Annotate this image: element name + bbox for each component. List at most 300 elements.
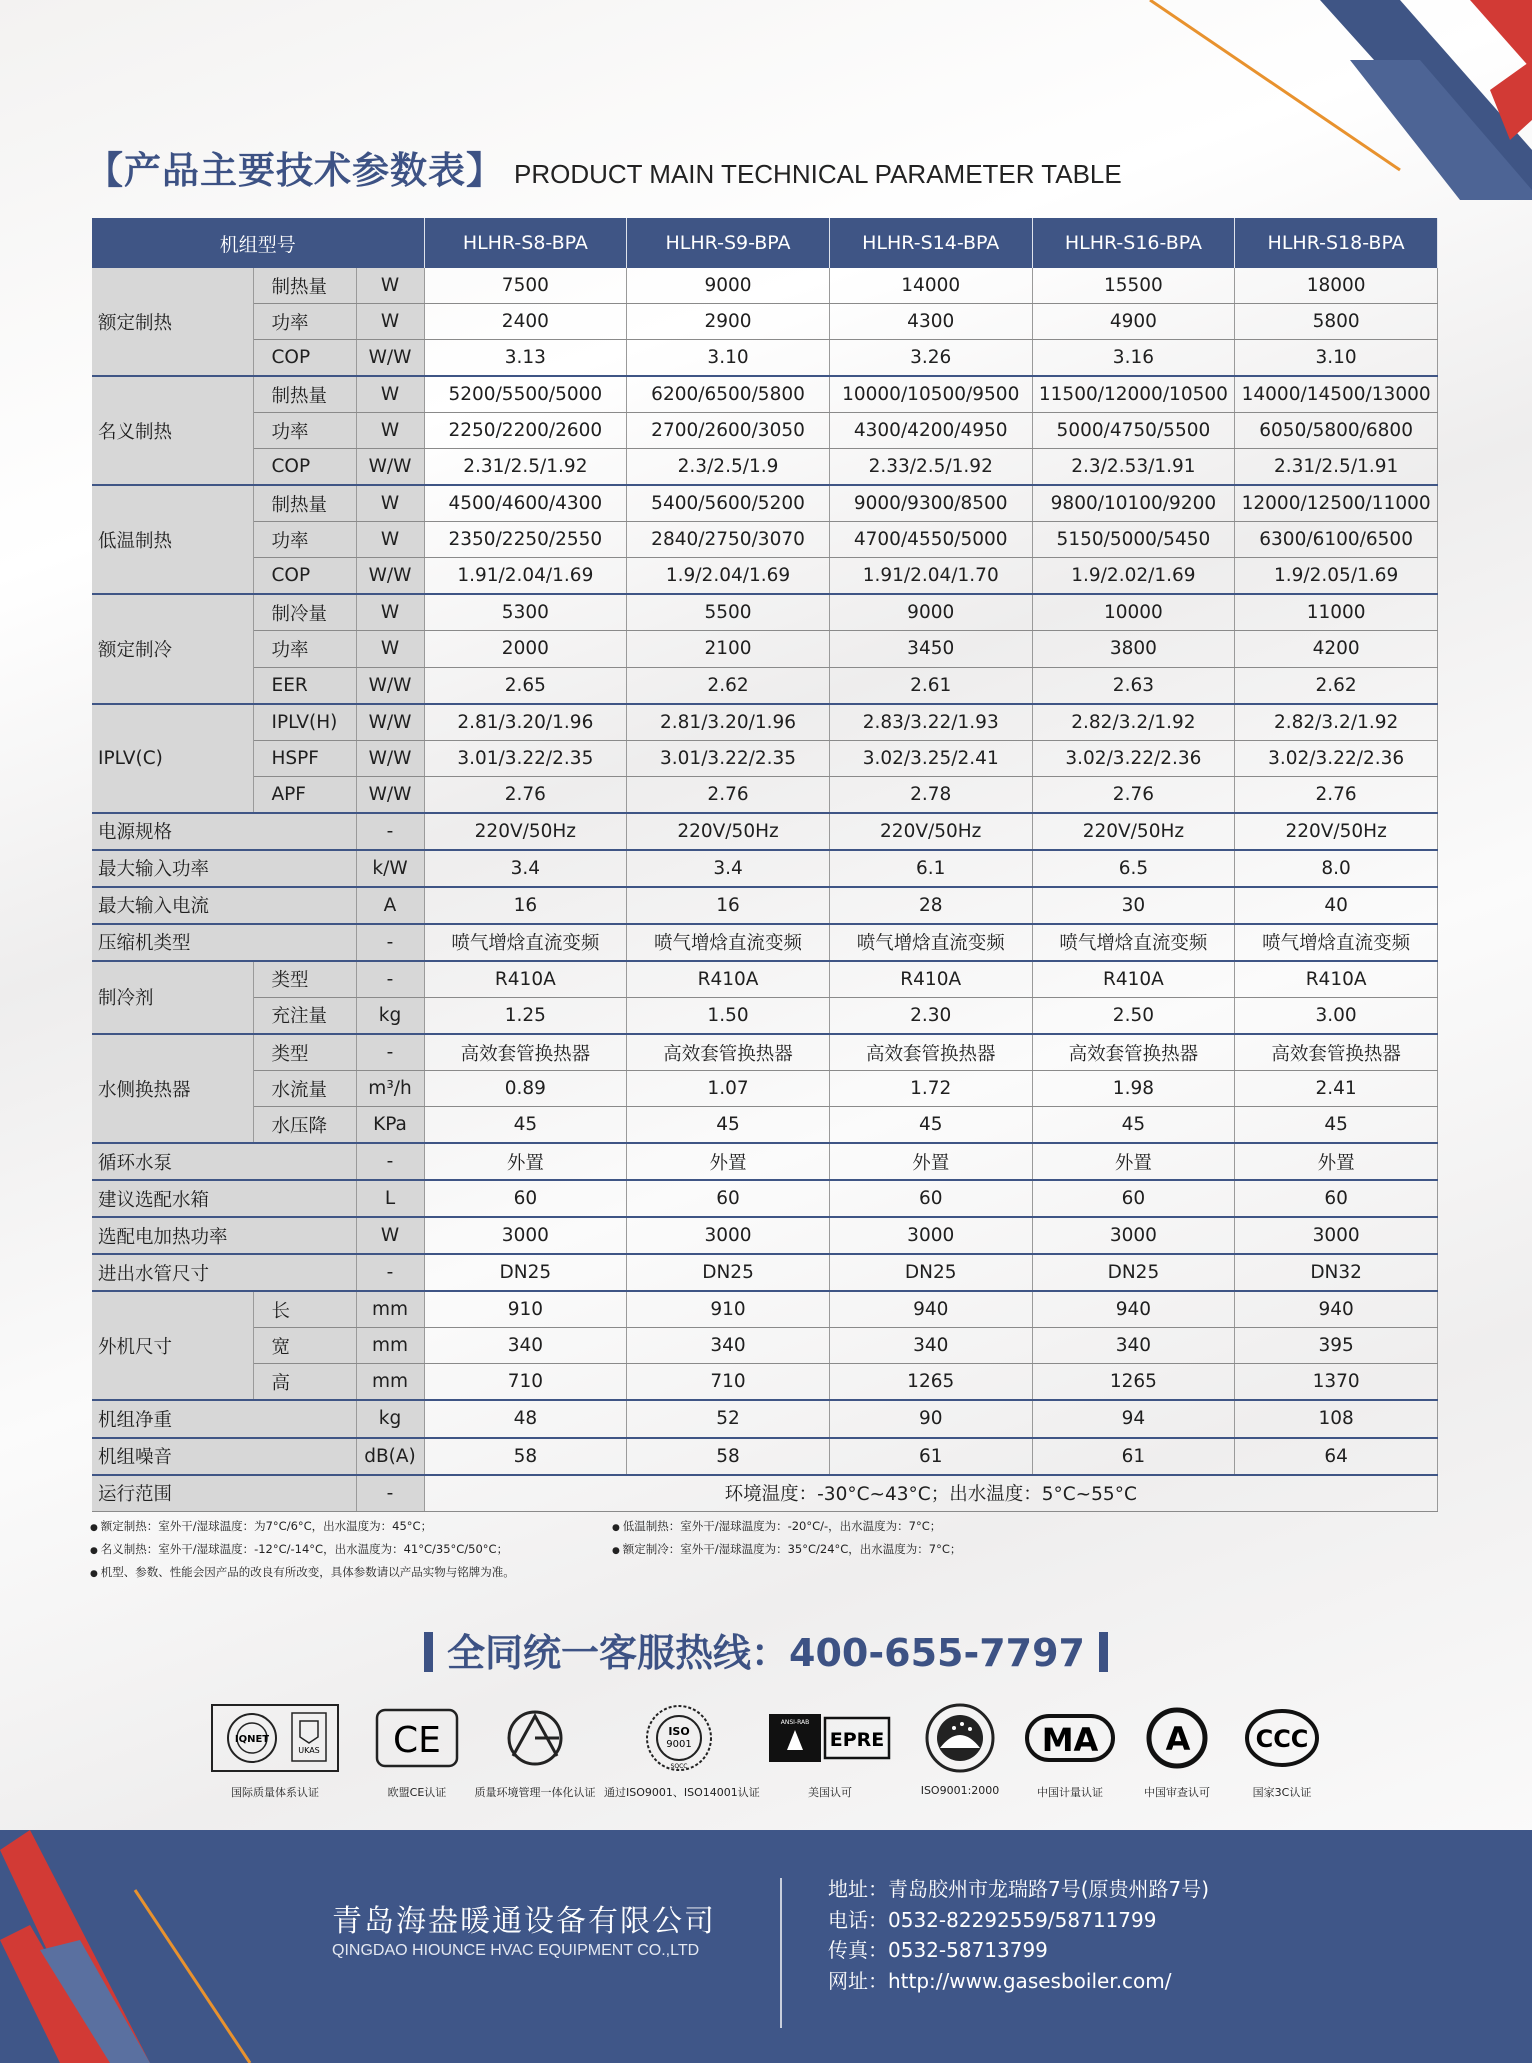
value-cell: 3.02/3.22/2.36 [1235, 740, 1438, 776]
cert-ccc [1232, 1702, 1332, 1800]
value-cell: 5150/5000/5450 [1032, 522, 1235, 558]
value-cell: 2350/2250/2550 [424, 522, 627, 558]
value-cell: 940 [1032, 1291, 1235, 1328]
group-label-cell: 最大输入电流 [92, 887, 356, 924]
value-cell: 1.25 [424, 997, 627, 1034]
ce-mark-icon [362, 1702, 472, 1774]
iso9001-2000-icon [910, 1702, 1010, 1774]
sub-label-cell: 功率 [253, 304, 356, 340]
value-cell: 94 [1032, 1400, 1235, 1437]
value-cell: 6.1 [829, 850, 1032, 887]
unit-cell: k/W [356, 850, 424, 887]
certification-logos [0, 1702, 1532, 1802]
unit-cell: W [356, 631, 424, 667]
value-cell: 2.65 [424, 667, 627, 704]
address-text: 地址：青岛胶州市龙瑞路7号(原贵州路7号) [828, 1877, 1210, 1901]
value-cell: 220V/50Hz [1235, 813, 1438, 850]
table-row [92, 961, 1438, 998]
value-cell: R410A [627, 961, 830, 998]
table-row [92, 1364, 1438, 1401]
sub-label-cell: COP [253, 449, 356, 486]
group-label-cell: 名义制热 [92, 376, 253, 485]
note-item: ● 名义制热：室外干/湿球温度：-12°C/-14°C，出水温度为：41°C/35°C/50°C； [90, 1539, 515, 1562]
svg-text:A: A [1165, 1720, 1191, 1758]
value-cell: 高效套管换热器 [424, 1034, 627, 1071]
value-cell: 3000 [627, 1217, 830, 1254]
note-item: ● 机型、参数、性能会因产品的改良有所改变，具体参数请以产品实物与铭牌为准。 [90, 1562, 515, 1585]
unit-cell: W [356, 594, 424, 631]
group-label-cell: IPLV(C) [92, 704, 253, 813]
value-cell: R410A [424, 961, 627, 998]
svg-text:IQNET: IQNET [234, 1734, 270, 1745]
hotline-bar-right [1099, 1632, 1108, 1672]
hotline [0, 1622, 1532, 1677]
page-title [86, 140, 1122, 194]
unit-cell: W/W [356, 449, 424, 486]
value-cell: 60 [627, 1180, 830, 1217]
value-cell: 2.81/3.20/1.96 [627, 704, 830, 741]
value-cell: 3.26 [829, 340, 1032, 377]
value-cell: 9000 [829, 594, 1032, 631]
value-cell: 6.5 [1032, 850, 1235, 887]
svg-text:SQCC: SQCC [670, 1763, 688, 1770]
value-cell: 3000 [1235, 1217, 1438, 1254]
svg-text:CE: CE [393, 1720, 441, 1761]
group-label-cell: 建议选配水箱 [92, 1180, 356, 1217]
value-cell: 2.83/3.22/1.93 [829, 704, 1032, 741]
value-cell: 1265 [1032, 1364, 1235, 1401]
table-row [92, 997, 1438, 1034]
table-row [92, 268, 1438, 304]
value-cell: 3.01/3.22/2.35 [627, 740, 830, 776]
hotline-bar-left [424, 1632, 433, 1672]
sub-label-cell: COP [253, 558, 356, 595]
value-cell: 0.89 [424, 1071, 627, 1107]
value-cell: 220V/50Hz [424, 813, 627, 850]
value-cell: 18000 [1235, 268, 1438, 304]
value-cell: 3000 [1032, 1217, 1235, 1254]
title-en: PRODUCT MAIN TECHNICAL PARAMETER TABLE [514, 159, 1122, 189]
value-cell: 8.0 [1235, 850, 1438, 887]
cert-caption: 国际质量体系认证 [231, 1786, 319, 1799]
title-cn: 【产品主要技术参数表】 [86, 149, 504, 192]
table-row [92, 1475, 1438, 1512]
value-cell: 16 [424, 887, 627, 924]
phone-text: 电话：0532-82292559/58711799 [828, 1907, 1157, 1932]
sub-label-cell: 长 [253, 1291, 356, 1328]
header-cell-model: 机组型号 [92, 218, 424, 268]
table-row [92, 485, 1438, 522]
footer-divider [780, 1878, 782, 2028]
cal-mark-icon [1127, 1702, 1227, 1774]
value-cell: 710 [627, 1364, 830, 1401]
value-cell: 喷气增焓直流变频 [829, 924, 1032, 961]
value-cell: 1265 [829, 1364, 1032, 1401]
svg-text:EPRE: EPRE [829, 1729, 885, 1751]
value-cell: 3.10 [627, 340, 830, 377]
qa-integrated-cert-icon [470, 1702, 600, 1774]
sub-label-cell: 类型 [253, 1034, 356, 1071]
table-row [92, 413, 1438, 449]
table-row [92, 1438, 1438, 1475]
value-cell: DN32 [1235, 1254, 1438, 1291]
sub-label-cell: 水流量 [253, 1071, 356, 1107]
sub-label-cell: 宽 [253, 1328, 356, 1364]
svg-text:ANSI-RAB: ANSI-RAB [780, 1719, 810, 1726]
value-cell: 4300/4200/4950 [829, 413, 1032, 449]
contact-info [828, 1874, 1209, 1996]
value-cell: DN25 [627, 1254, 830, 1291]
cert-iso9001-2000 [910, 1702, 1010, 1797]
value-cell: 61 [1032, 1438, 1235, 1475]
sub-label-cell: COP [253, 340, 356, 377]
sub-label-cell: HSPF [253, 740, 356, 776]
table-row [92, 631, 1438, 667]
value-cell: 1.91/2.04/1.70 [829, 558, 1032, 595]
value-cell: DN25 [424, 1254, 627, 1291]
website-link[interactable]: 网址：http://www.gasesboiler.com/ [828, 1968, 1172, 1993]
sub-label-cell: 充注量 [253, 997, 356, 1034]
value-cell: 外置 [424, 1143, 627, 1180]
value-cell: R410A [1032, 961, 1235, 998]
value-cell: 喷气增焓直流变频 [1235, 924, 1438, 961]
value-cell: 高效套管换热器 [1235, 1034, 1438, 1071]
unit-cell: W/W [356, 340, 424, 377]
cert-caption: 中国计量认证 [1037, 1786, 1103, 1799]
value-cell: 2100 [627, 631, 830, 667]
note-item: ● 额定制冷：室外干/湿球温度为：35°C/24°C，出水温度为：7°C； [612, 1539, 961, 1562]
table-row [92, 1034, 1438, 1071]
value-cell: 58 [424, 1438, 627, 1475]
value-cell: 外置 [829, 1143, 1032, 1180]
value-cell: R410A [1235, 961, 1438, 998]
value-cell: 高效套管换热器 [1032, 1034, 1235, 1071]
value-cell: 2400 [424, 304, 627, 340]
group-label-cell: 外机尺寸 [92, 1291, 253, 1400]
table-row [92, 1180, 1438, 1217]
value-cell: 6050/5800/6800 [1235, 413, 1438, 449]
value-cell: 3.13 [424, 340, 627, 377]
value-cell: 3450 [829, 631, 1032, 667]
unit-cell: KPa [356, 1107, 424, 1144]
footer [0, 1830, 1532, 2063]
table-header-row [92, 218, 1438, 268]
value-cell: 2250/2200/2600 [424, 413, 627, 449]
unit-cell: W/W [356, 740, 424, 776]
table-row [92, 558, 1438, 595]
value-cell: 5800 [1235, 304, 1438, 340]
anab-epri-icon [765, 1702, 895, 1774]
value-cell: 3.4 [424, 850, 627, 887]
unit-cell: - [356, 813, 424, 850]
value-cell: 2000 [424, 631, 627, 667]
value-cell: 1.07 [627, 1071, 830, 1107]
table-row [92, 522, 1438, 558]
table-row [92, 1254, 1438, 1291]
value-cell: 1.98 [1032, 1071, 1235, 1107]
svg-text:UKAS: UKAS [298, 1746, 320, 1755]
sub-label-cell: 制热量 [253, 268, 356, 304]
unit-cell: W [356, 485, 424, 522]
table-row [92, 1291, 1438, 1328]
svg-text:9001: 9001 [666, 1739, 692, 1750]
cert-cma [1020, 1702, 1120, 1800]
unit-cell: dB(A) [356, 1438, 424, 1475]
cert-qa-integrated [470, 1702, 600, 1800]
value-cell: 60 [829, 1180, 1032, 1217]
cert-cal [1127, 1702, 1227, 1800]
sub-label-cell: EER [253, 667, 356, 704]
value-cell: 30 [1032, 887, 1235, 924]
cert-ce [362, 1702, 472, 1800]
value-cell: 15500 [1032, 268, 1235, 304]
table-row [92, 667, 1438, 704]
header-cell-model-1: HLHR-S8-BPA [424, 218, 627, 268]
value-cell: 喷气增焓直流变频 [1032, 924, 1235, 961]
company-name-cn: 青岛海盎暖通设备有限公司 [332, 1904, 716, 1939]
table-row [92, 704, 1438, 741]
value-cell: 3.02/3.22/2.36 [1032, 740, 1235, 776]
value-cell: 外置 [627, 1143, 830, 1180]
table-row [92, 1400, 1438, 1437]
cert-caption: 欧盟CE认证 [387, 1786, 447, 1799]
value-cell: 395 [1235, 1328, 1438, 1364]
value-cell: 11500/12000/10500 [1032, 376, 1235, 413]
sub-label-cell: 制冷量 [253, 594, 356, 631]
cert-caption: 质量环境管理一体化认证 [474, 1786, 596, 1799]
table-row [92, 1107, 1438, 1144]
group-label-cell: 水侧换热器 [92, 1034, 253, 1143]
value-cell: 1.91/2.04/1.69 [424, 558, 627, 595]
value-cell: 340 [829, 1328, 1032, 1364]
group-label-cell: 机组净重 [92, 1400, 356, 1437]
value-cell: 910 [627, 1291, 830, 1328]
value-cell: 2.76 [1032, 776, 1235, 813]
unit-cell: W [356, 413, 424, 449]
value-cell: 3.01/3.22/2.35 [424, 740, 627, 776]
sub-label-cell: 制热量 [253, 485, 356, 522]
value-cell: 940 [1235, 1291, 1438, 1328]
footer-stripes [0, 1830, 260, 2063]
fax-text: 传真：0532-58713799 [828, 1938, 1048, 1962]
header-cell-model-3: HLHR-S14-BPA [829, 218, 1032, 268]
group-label-cell: 最大输入功率 [92, 850, 356, 887]
value-cell: 2700/2600/3050 [627, 413, 830, 449]
value-cell: 14000 [829, 268, 1032, 304]
value-cell: 外置 [1235, 1143, 1438, 1180]
unit-cell: - [356, 1143, 424, 1180]
value-cell: 9000 [627, 268, 830, 304]
value-cell: 5500 [627, 594, 830, 631]
notes-right [612, 1516, 961, 1562]
value-cell: 2.3/2.5/1.9 [627, 449, 830, 486]
value-cell: 340 [1032, 1328, 1235, 1364]
value-cell: 4300 [829, 304, 1032, 340]
unit-cell: kg [356, 997, 424, 1034]
value-cell: 2840/2750/3070 [627, 522, 830, 558]
cert-quality-system [205, 1702, 345, 1800]
table-row [92, 304, 1438, 340]
value-cell: 3.02/3.25/2.41 [829, 740, 1032, 776]
unit-cell: W [356, 268, 424, 304]
value-cell: 2.3/2.53/1.91 [1032, 449, 1235, 486]
value-cell: 9000/9300/8500 [829, 485, 1032, 522]
header-cell-model-2: HLHR-S9-BPA [627, 218, 830, 268]
merged-value-cell: 环境温度：-30°C~43°C；出水温度：5°C~55°C [424, 1475, 1438, 1512]
table-row [92, 740, 1438, 776]
value-cell: 45 [424, 1107, 627, 1144]
cert-caption: 国家3C认证 [1252, 1786, 1312, 1799]
svg-text:CCC: CCC [1255, 1725, 1309, 1753]
value-cell: 45 [1235, 1107, 1438, 1144]
value-cell: 2.76 [627, 776, 830, 813]
svg-text:ISO: ISO [668, 1725, 690, 1738]
cert-anab [765, 1702, 895, 1800]
sub-label-cell: 功率 [253, 522, 356, 558]
value-cell: 1.50 [627, 997, 830, 1034]
unit-cell: - [356, 924, 424, 961]
value-cell: 45 [829, 1107, 1032, 1144]
group-label-cell: 选配电加热功率 [92, 1217, 356, 1254]
value-cell: 6200/6500/5800 [627, 376, 830, 413]
value-cell: 710 [424, 1364, 627, 1401]
cert-iso-sqcc [604, 1702, 760, 1800]
unit-cell: - [356, 1254, 424, 1291]
header-cell-model-5: HLHR-S18-BPA [1235, 218, 1438, 268]
value-cell: 940 [829, 1291, 1032, 1328]
value-cell: 64 [1235, 1438, 1438, 1475]
value-cell: 2.62 [1235, 667, 1438, 704]
unit-cell: W/W [356, 667, 424, 704]
group-label-cell: 低温制热 [92, 485, 253, 594]
value-cell: 40 [1235, 887, 1438, 924]
value-cell: DN25 [829, 1254, 1032, 1291]
value-cell: 2.61 [829, 667, 1032, 704]
value-cell: 2.82/3.2/1.92 [1032, 704, 1235, 741]
cert-caption: 美国认可 [808, 1786, 852, 1799]
value-cell: R410A [829, 961, 1032, 998]
sub-label-cell: 功率 [253, 413, 356, 449]
value-cell: 2.50 [1032, 997, 1235, 1034]
value-cell: 108 [1235, 1400, 1438, 1437]
hotline-number: 400-655-7797 [789, 1631, 1085, 1675]
value-cell: 5300 [424, 594, 627, 631]
value-cell: 3000 [829, 1217, 1032, 1254]
table-row [92, 1071, 1438, 1107]
value-cell: 60 [1235, 1180, 1438, 1217]
value-cell: 60 [1032, 1180, 1235, 1217]
value-cell: 6300/6100/6500 [1235, 522, 1438, 558]
sub-label-cell: 高 [253, 1364, 356, 1401]
unit-cell: A [356, 887, 424, 924]
value-cell: 45 [1032, 1107, 1235, 1144]
value-cell: 12000/12500/11000 [1235, 485, 1438, 522]
value-cell: 58 [627, 1438, 830, 1475]
value-cell: 10000 [1032, 594, 1235, 631]
notes-left [90, 1516, 515, 1585]
value-cell: 4500/4600/4300 [424, 485, 627, 522]
value-cell: 外置 [1032, 1143, 1235, 1180]
table-row [92, 449, 1438, 486]
value-cell: 5400/5600/5200 [627, 485, 830, 522]
sub-label-cell: APF [253, 776, 356, 813]
value-cell: 5200/5500/5000 [424, 376, 627, 413]
value-cell: 340 [627, 1328, 830, 1364]
quality-system-cert-icon [205, 1702, 345, 1774]
unit-cell: W/W [356, 704, 424, 741]
sub-label-cell: 水压降 [253, 1107, 356, 1144]
table-row [92, 776, 1438, 813]
value-cell: 220V/50Hz [829, 813, 1032, 850]
value-cell: 9800/10100/9200 [1032, 485, 1235, 522]
group-label-cell: 循环水泵 [92, 1143, 356, 1180]
value-cell: 2900 [627, 304, 830, 340]
ccc-mark-icon [1232, 1702, 1332, 1774]
unit-cell: W [356, 1217, 424, 1254]
value-cell: 3.16 [1032, 340, 1235, 377]
sub-label-cell: IPLV(H) [253, 704, 356, 741]
sub-label-cell: 制热量 [253, 376, 356, 413]
parameter-table [92, 218, 1438, 1512]
unit-cell: - [356, 1034, 424, 1071]
group-label-cell: 进出水管尺寸 [92, 1254, 356, 1291]
group-label-cell: 机组噪音 [92, 1438, 356, 1475]
table-row [92, 1143, 1438, 1180]
value-cell: 220V/50Hz [627, 813, 830, 850]
value-cell: 90 [829, 1400, 1032, 1437]
value-cell: 61 [829, 1438, 1032, 1475]
group-label-cell: 压缩机类型 [92, 924, 356, 961]
group-label-cell: 电源规格 [92, 813, 356, 850]
value-cell: 16 [627, 887, 830, 924]
group-label-cell: 额定制热 [92, 268, 253, 376]
value-cell: 2.82/3.2/1.92 [1235, 704, 1438, 741]
unit-cell: mm [356, 1364, 424, 1401]
unit-cell: mm [356, 1328, 424, 1364]
value-cell: 1.9/2.05/1.69 [1235, 558, 1438, 595]
table-row [92, 376, 1438, 413]
value-cell: 1370 [1235, 1364, 1438, 1401]
cma-mark-icon [1020, 1702, 1120, 1774]
header-cell-model-4: HLHR-S16-BPA [1032, 218, 1235, 268]
value-cell: 220V/50Hz [1032, 813, 1235, 850]
svg-text:MA: MA [1041, 1721, 1099, 1759]
table-row [92, 1217, 1438, 1254]
unit-cell: W [356, 304, 424, 340]
note-item: ● 低温制热：室外干/湿球温度为：-20°C/-，出水温度为：7°C； [612, 1516, 961, 1539]
value-cell: 3000 [424, 1217, 627, 1254]
value-cell: 3.00 [1235, 997, 1438, 1034]
group-label-cell: 额定制冷 [92, 594, 253, 703]
company-name-en: QINGDAO HIOUNCE HVAC EQUIPMENT CO.,LTD [332, 1942, 700, 1959]
iso9001-sqcc-icon [604, 1702, 754, 1774]
table-body [92, 268, 1438, 1511]
cert-caption: ISO9001:2000 [920, 1784, 1000, 1797]
table-row [92, 850, 1438, 887]
value-cell: 高效套管换热器 [627, 1034, 830, 1071]
table-row [92, 887, 1438, 924]
group-label-cell: 运行范围 [92, 1475, 356, 1512]
unit-cell: mm [356, 1291, 424, 1328]
table-row [92, 594, 1438, 631]
value-cell: 910 [424, 1291, 627, 1328]
table-row [92, 813, 1438, 850]
hotline-label: 全同统一客服热线： [447, 1631, 790, 1675]
value-cell: 2.76 [424, 776, 627, 813]
cert-caption: 通过ISO9001、ISO14001认证 [604, 1786, 760, 1799]
unit-cell: kg [356, 1400, 424, 1437]
value-cell: 7500 [424, 268, 627, 304]
